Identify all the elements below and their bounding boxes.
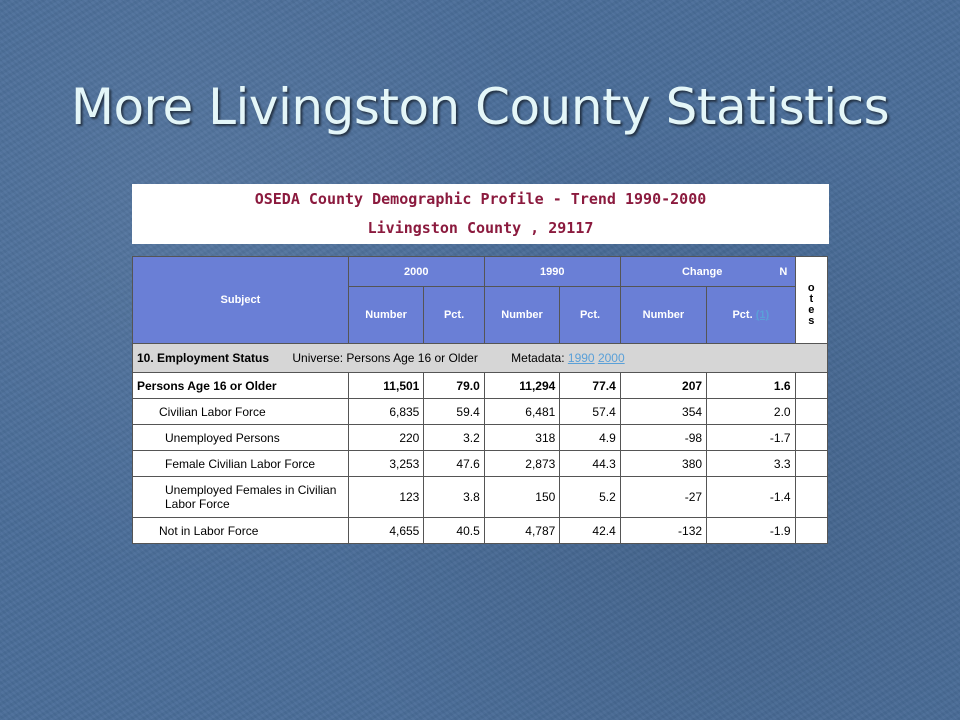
notes-header-n: N xyxy=(779,265,788,278)
table-row xyxy=(133,451,828,477)
table-row xyxy=(133,373,828,399)
number-change-header: Number xyxy=(620,287,706,344)
profile-title: OSEDA County Demographic Profile - Trend 1990-2000 xyxy=(254,190,707,208)
pct-2000: 47.6 xyxy=(424,451,484,477)
row-subject: Female Civilian Labor Force xyxy=(133,451,349,477)
section-label: 10. Employment Status xyxy=(137,351,270,365)
number-change: -98 xyxy=(620,425,706,451)
pct-2000-header: Pct. xyxy=(424,287,484,344)
row-subject: Civilian Labor Force xyxy=(133,399,349,425)
profile-county: Livingston County , 29117 xyxy=(367,219,594,237)
notes-cell xyxy=(795,425,827,451)
employment-table xyxy=(132,256,828,544)
number-1990: 6,481 xyxy=(484,399,560,425)
metadata-2000-link[interactable]: 2000 xyxy=(597,351,625,365)
table-row xyxy=(133,518,828,544)
pct-change: 2.0 xyxy=(707,399,796,425)
row-subject: Persons Age 16 or Older xyxy=(133,373,349,399)
pct-1990: 77.4 xyxy=(560,373,620,399)
section-universe: Universe: Persons Age 16 or Older xyxy=(292,351,478,365)
metadata-label: Metadata: xyxy=(511,351,565,365)
pct-2000: 40.5 xyxy=(424,518,484,544)
pct-2000: 3.2 xyxy=(424,425,484,451)
pct-1990: 5.2 xyxy=(560,477,620,518)
number-2000-header: Number xyxy=(348,287,424,344)
change-label: Change xyxy=(681,265,723,278)
pct-1990-header: Pct. xyxy=(560,287,620,344)
section-cell xyxy=(133,344,828,373)
row-subject: Unemployed Persons xyxy=(133,425,349,451)
table-row xyxy=(133,477,828,518)
number-change: -27 xyxy=(620,477,706,518)
pct-change: -1.4 xyxy=(707,477,796,518)
pct-2000: 79.0 xyxy=(424,373,484,399)
row-subject: Not in Labor Force xyxy=(133,518,349,544)
number-1990: 2,873 xyxy=(484,451,560,477)
notes-cell xyxy=(795,373,827,399)
pct-1990: 44.3 xyxy=(560,451,620,477)
slide-title: More Livingston County Statistics xyxy=(70,78,890,136)
notes-letter: o xyxy=(807,282,815,294)
number-1990: 318 xyxy=(484,425,560,451)
number-2000: 123 xyxy=(348,477,424,518)
notes-cell xyxy=(795,451,827,477)
year-2000-header: 2000 xyxy=(348,257,484,287)
number-2000: 4,655 xyxy=(348,518,424,544)
notes-cell xyxy=(795,477,827,518)
number-change: -132 xyxy=(620,518,706,544)
pct-1990: 4.9 xyxy=(560,425,620,451)
year-1990-header: 1990 xyxy=(484,257,620,287)
number-change: 380 xyxy=(620,451,706,477)
pct-change: 3.3 xyxy=(707,451,796,477)
notes-cell xyxy=(795,399,827,425)
pct-change: 1.6 xyxy=(707,373,796,399)
footnote-1-link[interactable]: (1) xyxy=(755,309,770,321)
section-row xyxy=(133,344,828,373)
change-header xyxy=(620,257,795,287)
pct-1990: 42.4 xyxy=(560,518,620,544)
number-2000: 3,253 xyxy=(348,451,424,477)
notes-cell xyxy=(795,518,827,544)
table-row xyxy=(133,399,828,425)
notes-letter: s xyxy=(808,315,815,327)
number-1990-header: Number xyxy=(484,287,560,344)
pct-change-label: Pct. xyxy=(732,309,753,321)
number-1990: 150 xyxy=(484,477,560,518)
profile-header xyxy=(132,184,829,244)
number-change: 207 xyxy=(620,373,706,399)
notes-letter: e xyxy=(808,304,815,316)
number-1990: 4,787 xyxy=(484,518,560,544)
pct-1990: 57.4 xyxy=(560,399,620,425)
number-1990: 11,294 xyxy=(484,373,560,399)
pct-2000: 3.8 xyxy=(424,477,484,518)
number-2000: 220 xyxy=(348,425,424,451)
table-row xyxy=(133,425,828,451)
number-change: 354 xyxy=(620,399,706,425)
number-2000: 6,835 xyxy=(348,399,424,425)
row-subject: Unemployed Females in Civilian Labor Force xyxy=(133,477,349,518)
notes-letter: t xyxy=(809,293,814,305)
pct-2000: 59.4 xyxy=(424,399,484,425)
subject-header: Subject xyxy=(133,257,349,344)
pct-change: -1.9 xyxy=(707,518,796,544)
notes-header xyxy=(795,257,827,344)
number-2000: 11,501 xyxy=(348,373,424,399)
pct-change-header xyxy=(707,287,796,344)
pct-change: -1.7 xyxy=(707,425,796,451)
metadata-1990-link[interactable]: 1990 xyxy=(567,351,595,365)
